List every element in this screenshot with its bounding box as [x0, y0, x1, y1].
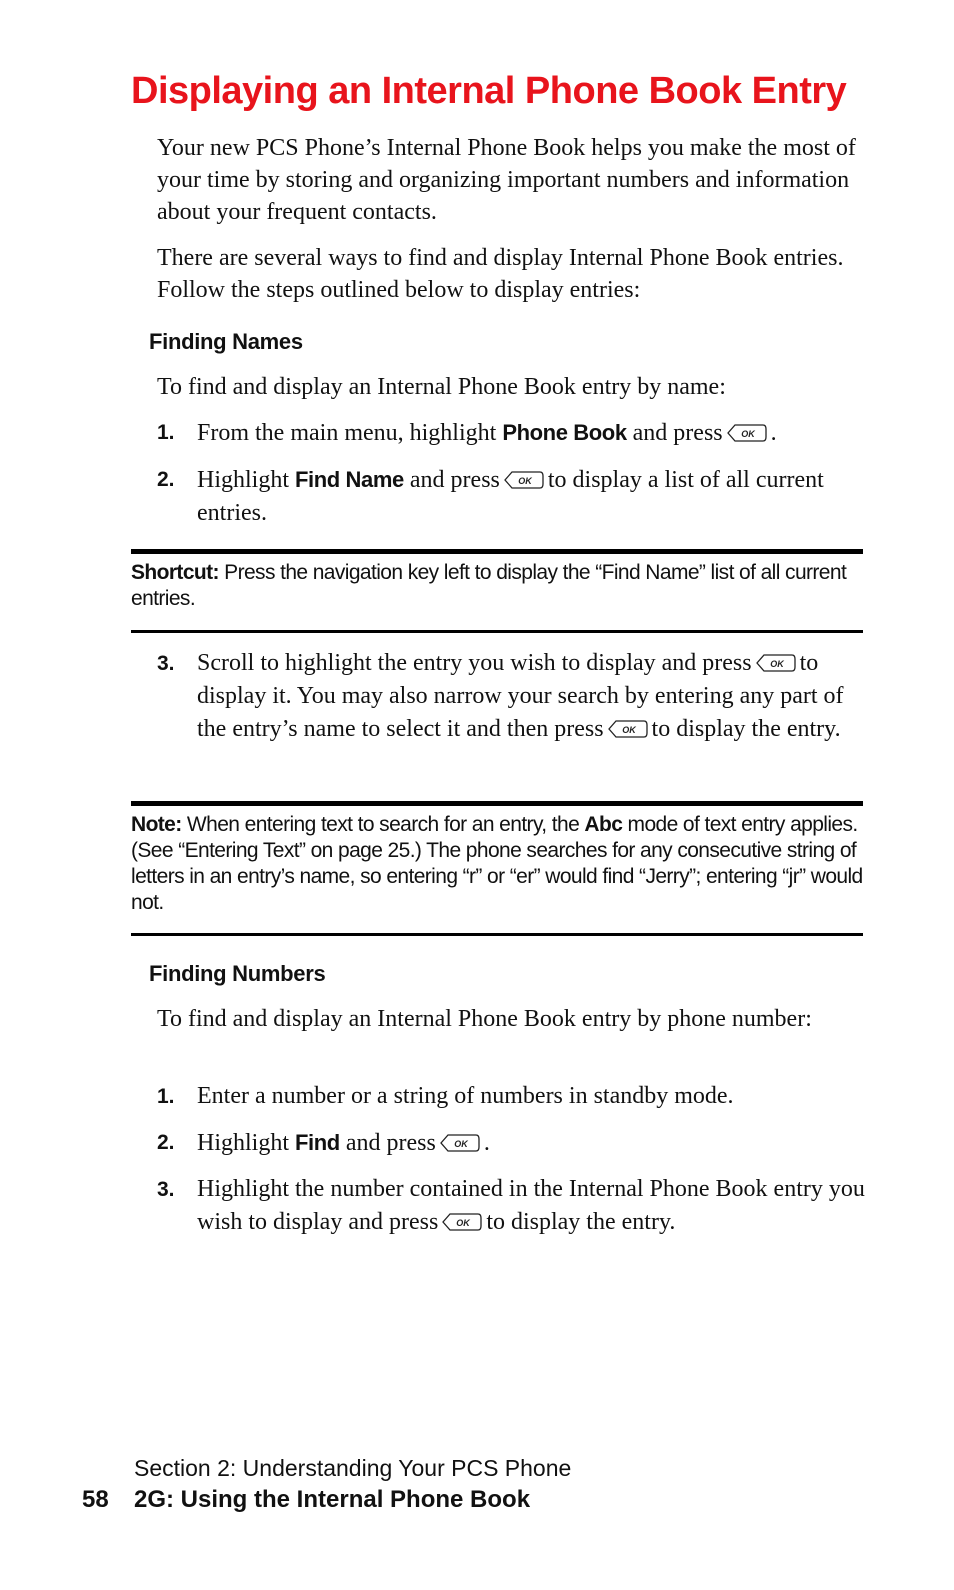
- step-number: 2.: [157, 1131, 175, 1154]
- step-number: 2.: [157, 468, 175, 491]
- footer-section: Section 2: Understanding Your PCS Phone: [134, 1455, 572, 1481]
- step-text: Highlight: [197, 1130, 290, 1156]
- finding-names-lead: To find and display an Internal Phone Book entry by name:: [157, 374, 726, 400]
- step-text: Enter a number or a string of numbers in standby mode.: [197, 1083, 734, 1109]
- ok-key-icon: [608, 719, 648, 739]
- step-text: and press: [632, 420, 723, 446]
- step-text: Highlight the number contained in the Internal Phone Book entry you wish to display and press: [197, 1176, 865, 1235]
- ok-key-icon: [440, 1133, 480, 1153]
- step-number: 1.: [157, 421, 175, 444]
- numbers-step-2: [157, 1126, 877, 1160]
- page-title: Displaying an Internal Phone Book Entry: [131, 70, 847, 112]
- step-text: .: [770, 420, 777, 446]
- footer-chapter: 2G: Using the Internal Phone Book: [134, 1486, 531, 1513]
- note-label: Note:: [131, 813, 182, 836]
- step-text: and press: [409, 467, 500, 493]
- names-step-2: [157, 463, 877, 530]
- step-number: 3.: [157, 1178, 175, 1201]
- ok-key-icon: [727, 423, 767, 443]
- note-box: [131, 801, 863, 936]
- page-number: 58: [82, 1486, 109, 1513]
- finding-numbers-lead: To find and display an Internal Phone Book entry by phone number:: [157, 1006, 812, 1032]
- shortcut-label: Shortcut:: [131, 561, 219, 584]
- step-text: Highlight: [197, 467, 290, 493]
- numbers-step-3: [157, 1173, 877, 1239]
- step-text: From the main menu, highlight: [197, 420, 497, 446]
- menu-item-find: Find: [295, 1130, 340, 1155]
- note-text: mode of text entry applies. (See “Entering Text” on page 25.) The phone searches for any consecutive string of letters in an entry’s name, so entering “r” or “er” would find “Jerry”; entering “jr” would not.: [131, 813, 863, 914]
- step-text: to display the entry.: [651, 716, 841, 742]
- step-text: .: [483, 1130, 490, 1156]
- step-text: to display a list of all current entries.: [197, 467, 824, 526]
- names-step-1: [157, 416, 877, 450]
- step-text: to display the entry.: [486, 1209, 676, 1235]
- intro-paragraph-1: Your new PCS Phone’s Internal Phone Book helps you make the most of your time by storing and organizing important numbers and information about your frequent contacts.: [157, 135, 856, 225]
- ok-key-icon: [504, 470, 544, 490]
- names-step-3: [157, 647, 877, 746]
- numbers-step-1: [157, 1080, 877, 1113]
- step-text: Scroll to highlight the entry you wish to display and press: [197, 650, 752, 676]
- step-text: to display it. You may also narrow your search by entering any part of the entry’s name to select it and then press: [197, 650, 844, 742]
- note-text: When entering text to search for an entry, the: [186, 813, 580, 836]
- step-text: and press: [345, 1130, 436, 1156]
- finding-names-heading: Finding Names: [149, 329, 303, 354]
- mode-abc: Abc: [584, 813, 623, 836]
- finding-numbers-heading: Finding Numbers: [149, 961, 326, 986]
- menu-item-phone-book: Phone Book: [502, 420, 627, 445]
- intro-paragraph-2: There are several ways to find and display Internal Phone Book entries. Follow the steps outlined below to display entries:: [157, 245, 844, 303]
- shortcut-text: Press the navigation key left to display the “Find Name” list of all current entries.: [131, 561, 847, 610]
- ok-key-icon: [756, 653, 796, 673]
- shortcut-box: [131, 549, 863, 633]
- step-number: 3.: [157, 652, 175, 675]
- step-number: 1.: [157, 1085, 175, 1108]
- menu-item-find-name: Find Name: [295, 467, 404, 492]
- ok-key-icon: [442, 1212, 482, 1232]
